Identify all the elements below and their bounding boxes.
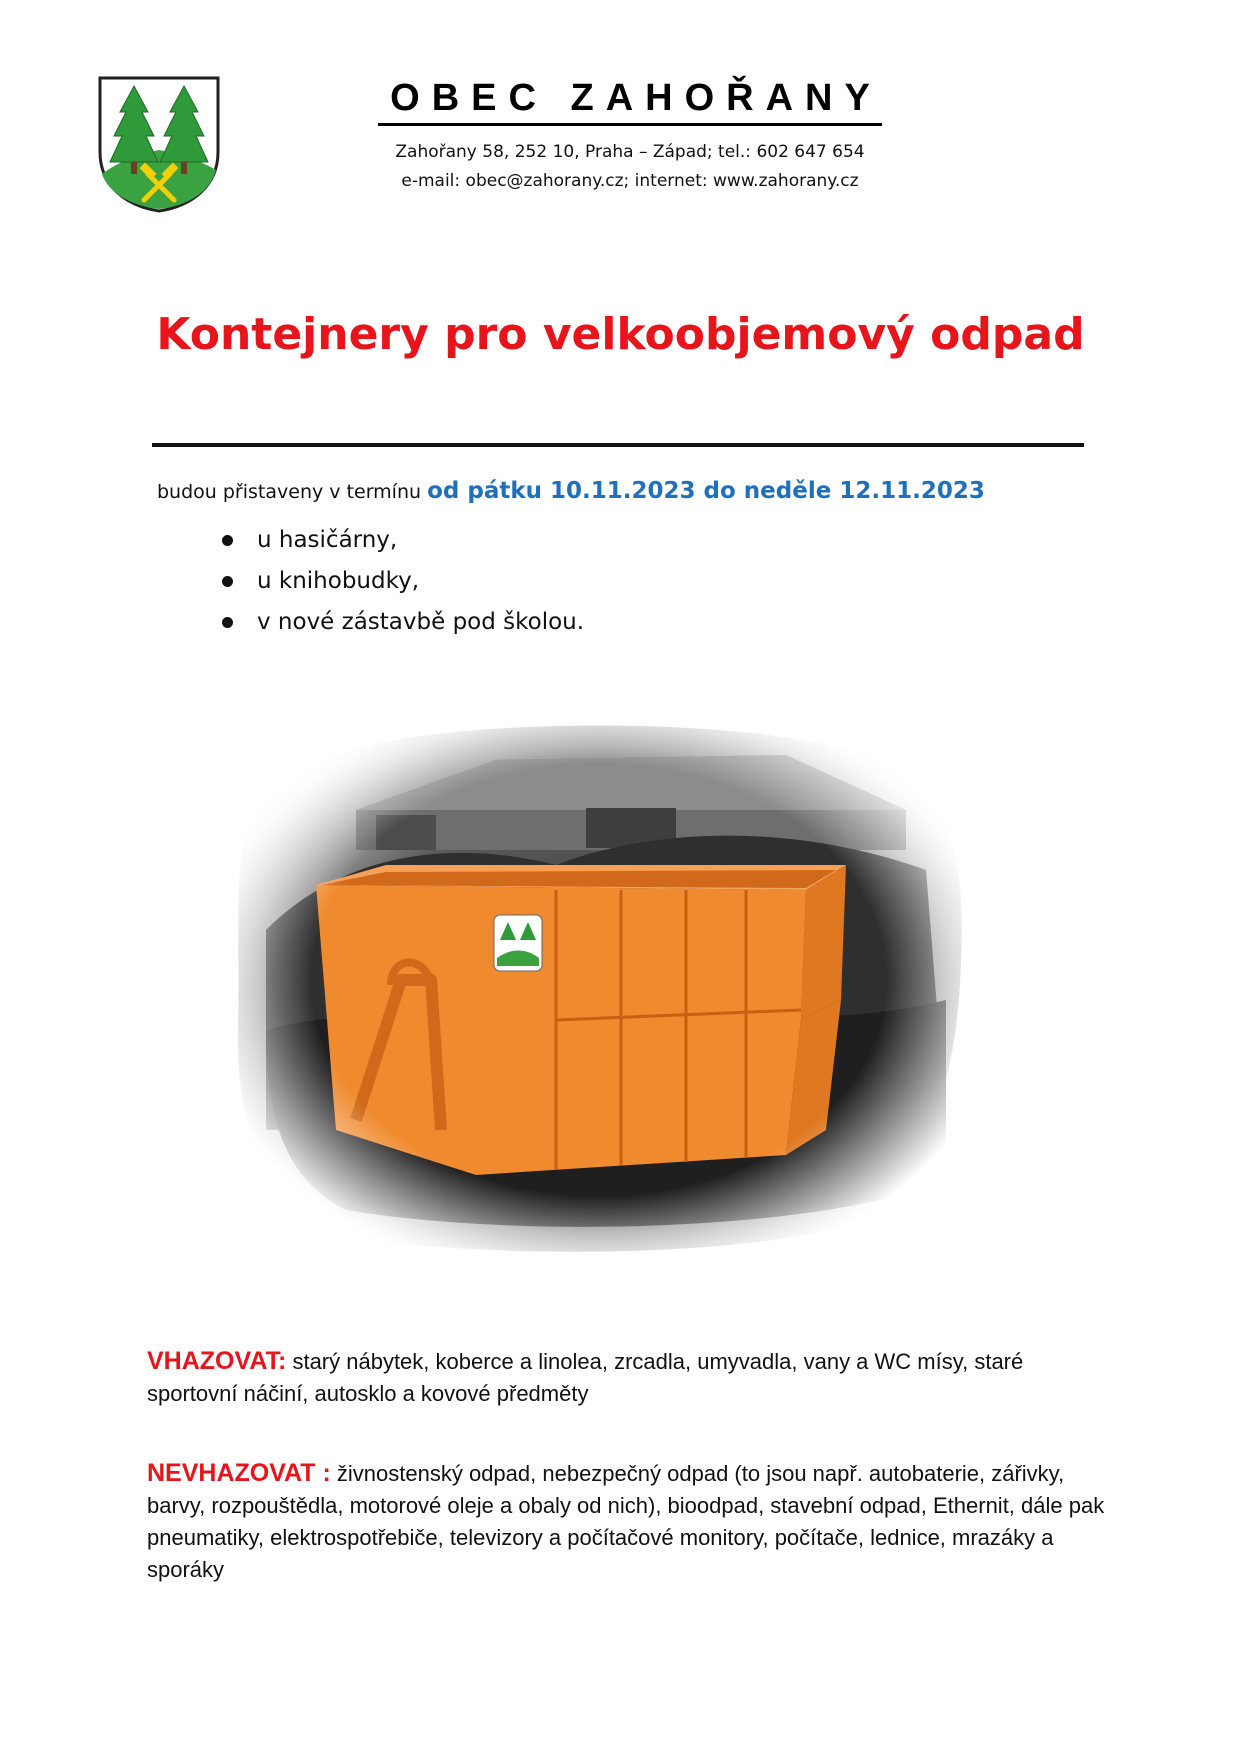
letterhead	[300, 74, 960, 196]
schedule-prefix: budou přistaveny v termínu	[157, 481, 428, 503]
contact-line: e-mail: obec@zahorany.cz; internet: www.zahorany.cz	[401, 171, 859, 191]
location-item: v nové zástavbě pod školou.	[222, 602, 584, 643]
allowed-items	[147, 1345, 1107, 1410]
forbidden-label: NEVHAZOVAT :	[147, 1459, 331, 1487]
forbidden-text: živnostenský odpad, nebezpečný odpad (to jsou např. autobaterie, zářivky, barvy, rozpouštědla, motorové oleje a obaly od nich), bioodpad, stavební odpad, Ethernit, dále pak pneumatiky, elektrospotřebiče, televizory a počítačové monitory, počítače, lednice, mrazáky a sporáky	[147, 1461, 1105, 1582]
coat-of-arms-icon	[96, 74, 222, 214]
bullet-icon	[222, 576, 233, 587]
forbidden-items	[147, 1457, 1107, 1586]
bullet-icon	[222, 535, 233, 546]
location-item: u hasičárny,	[222, 520, 584, 561]
municipality-name: OBEC ZAHOŘANY	[378, 74, 882, 126]
container-photo	[226, 700, 972, 1260]
schedule-line	[157, 474, 1157, 509]
title-underline	[152, 443, 1084, 447]
schedule-dates: od pátku 10.11.2023 do neděle 12.11.2023	[427, 478, 985, 504]
bullet-icon	[222, 617, 233, 628]
address-line: Zahořany 58, 252 10, Praha – Západ; tel.: 602 647 654	[395, 142, 865, 162]
locations-list	[222, 520, 584, 643]
allowed-text: starý nábytek, koberce a linolea, zrcadla, umyvadla, vany a WC mísy, staré sportovní náčiní, autosklo a kovové předměty	[147, 1349, 1024, 1406]
allowed-label: VHAZOVAT:	[147, 1347, 287, 1375]
location-item: u knihobudky,	[222, 561, 584, 602]
notice-title: Kontejnery pro velkoobjemový odpad	[156, 309, 1085, 360]
